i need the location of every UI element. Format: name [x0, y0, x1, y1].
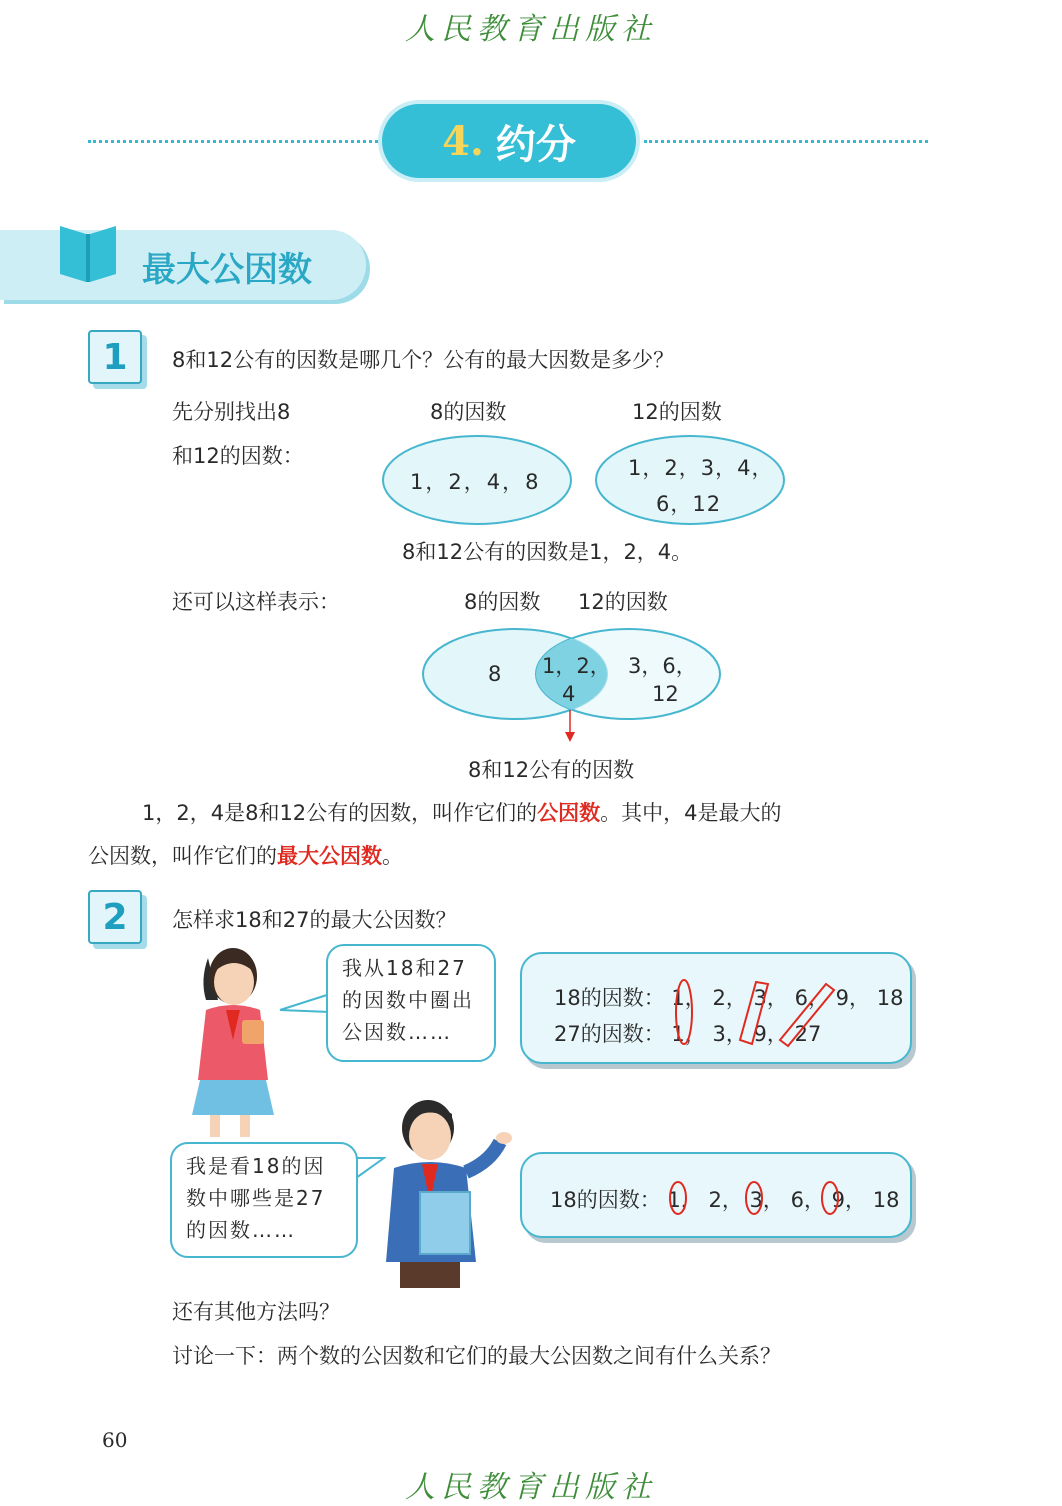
- set-of-12-line1: 1，2，3，4，: [628, 456, 774, 480]
- venn-left-value: 8: [488, 662, 502, 686]
- factor-value: 18: [876, 986, 904, 1010]
- factors-27-label: 27的因数：: [554, 1022, 665, 1046]
- definition-line1: [142, 797, 962, 827]
- page-number: 60: [102, 1428, 128, 1452]
- factors-18-box: [520, 1152, 912, 1238]
- alternative-intro: 还可以这样表示：: [172, 590, 340, 614]
- factor-value: 9: [753, 1022, 767, 1046]
- example1-question: 8和12公有的因数是哪几个？公有的最大因数是多少？: [172, 348, 675, 372]
- factors-18-label: 18的因数：: [550, 1188, 661, 1212]
- boy-bubble-line: 的因数……: [186, 1218, 296, 1242]
- definition-part1: 1，2，4是8和12公有的因数，叫作它们的: [142, 801, 538, 825]
- definition-part4: 。: [382, 844, 403, 868]
- factor-value: 1: [671, 986, 685, 1010]
- term-greatest-common-factor: 最大公因数: [277, 844, 382, 868]
- discussion-prompt: 讨论一下：两个数的公因数和它们的最大公因数之间有什么关系？: [172, 1344, 781, 1368]
- boy-speech-bubble: [170, 1142, 358, 1258]
- venn-middle-line2: 4: [562, 682, 576, 706]
- boy-illustration: [380, 1092, 520, 1292]
- factor-value: 1: [671, 1022, 685, 1046]
- venn-caption: 8和12公有的因数: [468, 758, 635, 782]
- venn-middle-line1: 1，2，: [542, 654, 611, 678]
- factor-value: 3: [753, 986, 767, 1010]
- factor-value: 6: [790, 1188, 804, 1212]
- girl-bubble-line: 公因数……: [342, 1020, 452, 1044]
- label-factors-of-8: 8的因数: [430, 400, 507, 424]
- factor-value: 2: [708, 1188, 722, 1212]
- lesson-title-pill: [382, 104, 636, 178]
- common-factor-circles: [672, 976, 892, 1052]
- example1-hint-line2: 和12的因数：: [172, 444, 304, 468]
- venn-label-8: 8的因数: [464, 590, 541, 614]
- factor-value: 18: [872, 1188, 900, 1212]
- lesson-title: 约分: [495, 120, 576, 168]
- definition-line2: [88, 840, 403, 870]
- factors-18-row-2: 18的因数： 1， 2， 3， 6， 9， 18: [550, 1188, 900, 1212]
- factor-value: 1: [667, 1188, 681, 1212]
- common-factor-circles-2: [666, 1180, 846, 1216]
- factors-27-row: 27的因数： 1， 3， 9， 27: [554, 1022, 822, 1046]
- girl-bubble-tail: [278, 990, 332, 1016]
- factor-value: 9: [831, 1188, 846, 1212]
- publisher-header: 人民教育出版社: [405, 12, 657, 47]
- term-common-factor: 公因数: [537, 801, 601, 825]
- girl-bubble-line: 的因数中圈出: [342, 988, 474, 1012]
- factor-value: 27: [794, 1022, 822, 1046]
- factor-value: 9: [835, 986, 850, 1010]
- factor-value: 3: [712, 1022, 726, 1046]
- title-divider-left: [88, 140, 378, 143]
- venn-right-line2: 12: [652, 682, 679, 706]
- example-number-1: 1: [88, 330, 142, 384]
- factors-18-label: 18的因数：: [554, 986, 665, 1010]
- other-methods-question: 还有其他方法吗？: [172, 1300, 340, 1324]
- example-number-2: 2: [88, 890, 142, 944]
- venn-right-line1: 3，6，: [628, 654, 697, 678]
- factors-comparison-box: [520, 952, 912, 1064]
- factor-value: 2: [712, 986, 726, 1010]
- definition-part2: 。其中，4是最大的: [600, 801, 782, 825]
- factors-18-row: 18的因数： 1， 2， 3， 6， 9， 18: [554, 986, 904, 1010]
- boy-bubble-line: 我是看18的因: [186, 1154, 326, 1178]
- girl-speech-bubble: [326, 944, 496, 1062]
- venn-label-12: 12的因数: [578, 590, 668, 614]
- publisher-footer: 人民教育出版社: [405, 1470, 657, 1505]
- definition-part3: 公因数，叫作它们的: [88, 844, 277, 868]
- label-factors-of-12: 12的因数: [632, 400, 722, 424]
- example2-question: 怎样求18和27的最大公因数？: [172, 908, 457, 932]
- factor-value: 6: [794, 986, 808, 1010]
- example1-hint-line1: 先分别找出8: [172, 400, 291, 424]
- section-title: 最大公因数: [142, 250, 312, 290]
- boy-bubble-tail: [354, 1154, 386, 1184]
- common-factors-statement: 8和12公有的因数是1，2，4。: [402, 540, 693, 564]
- lesson-number: 4.: [442, 117, 484, 165]
- set-of-8: 1，2，4，8: [410, 470, 541, 494]
- title-divider-right: [644, 140, 928, 143]
- book-icon: [56, 220, 120, 288]
- boy-bubble-line: 数中哪些是27: [186, 1186, 326, 1210]
- factor-value: 3: [749, 1188, 763, 1212]
- girl-bubble-line: 我从18和27: [342, 956, 467, 980]
- set-of-12-line2: 6，12: [656, 492, 722, 516]
- girl-illustration: [178, 940, 288, 1140]
